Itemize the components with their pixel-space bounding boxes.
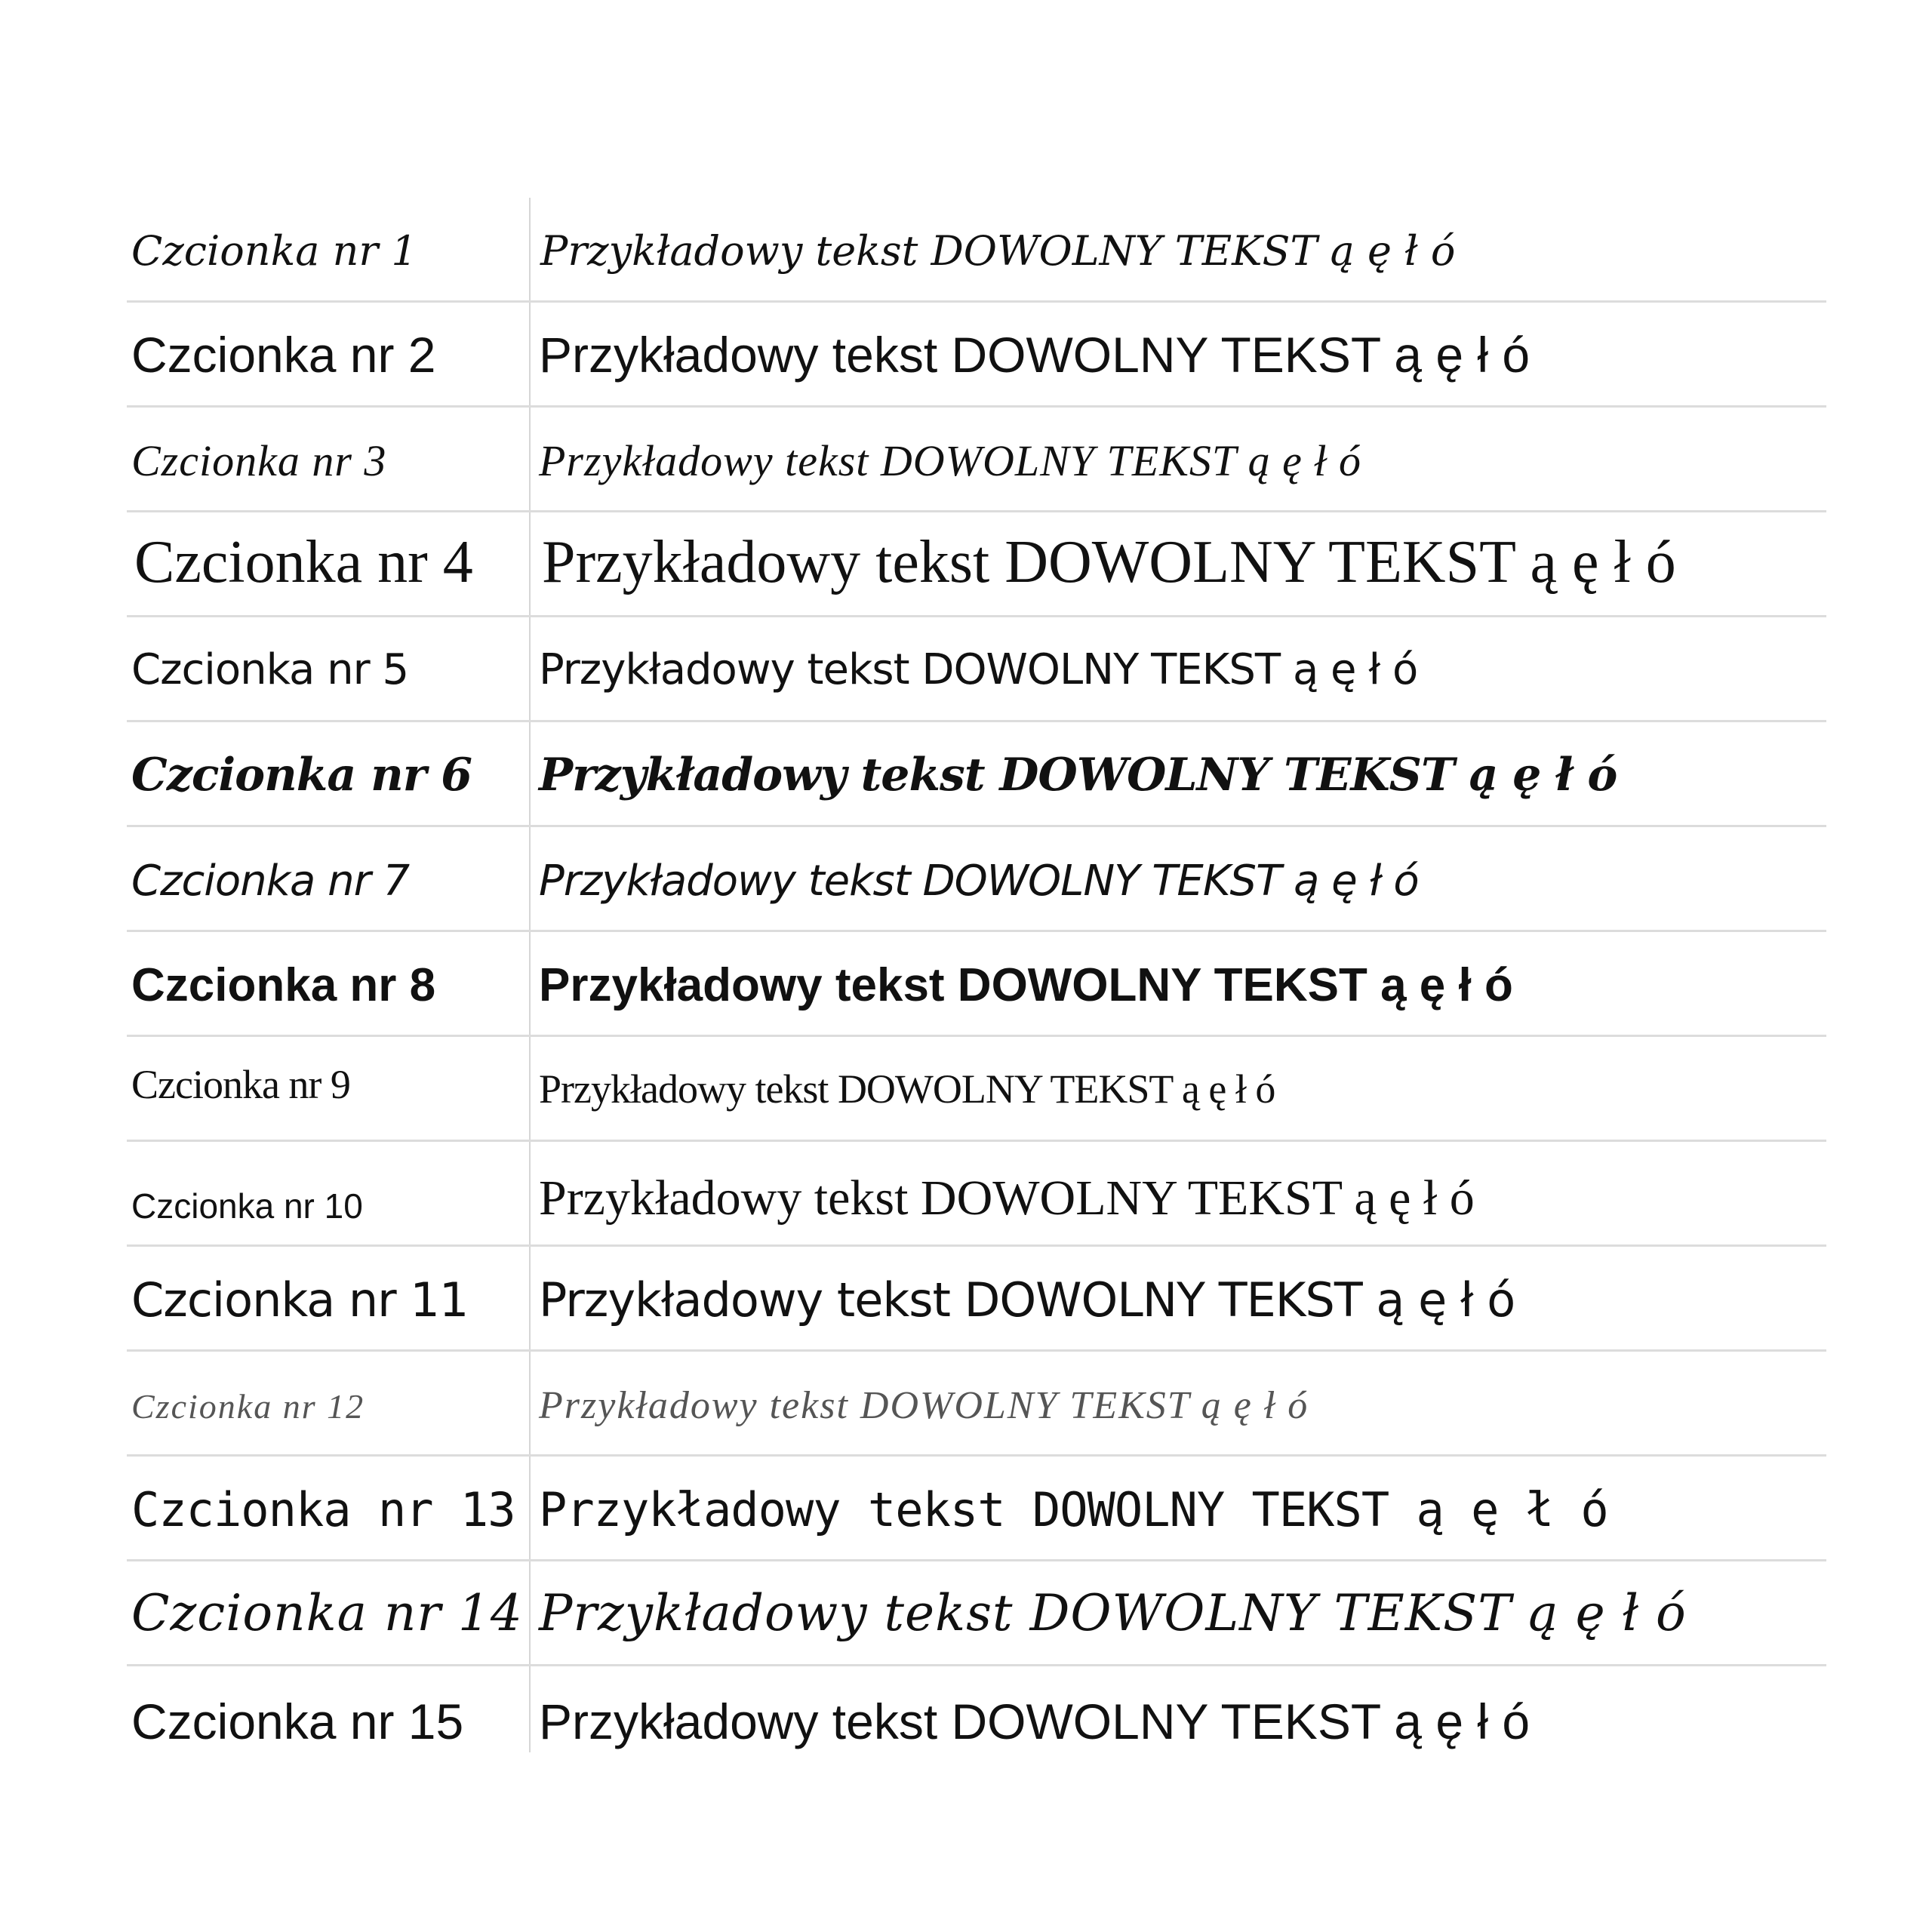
font-label: Czcionka nr 12 bbox=[131, 1387, 365, 1426]
font-row-13 bbox=[127, 1457, 1826, 1561]
font-row-14 bbox=[127, 1561, 1826, 1666]
font-row-8 bbox=[127, 932, 1826, 1037]
font-label: Czcionka nr 13 bbox=[131, 1482, 515, 1537]
font-sample: Przykładowy tekst DOWOLNY TEKST ą ę ł ó bbox=[539, 645, 1418, 694]
font-sample: Przykładowy tekst DOWOLNY TEKST ą ę ł ó bbox=[539, 1171, 1475, 1226]
font-label: Czcionka nr 4 bbox=[134, 529, 473, 595]
font-sample: Przykładowy tekst DOWOLNY TEKST ą ę ł ó bbox=[539, 857, 1419, 906]
font-label: Czcionka nr 9 bbox=[131, 1062, 350, 1107]
font-label: Czcionka nr 6 bbox=[131, 749, 472, 801]
font-row-12 bbox=[127, 1352, 1826, 1457]
font-sample: Przykładowy tekst DOWOLNY TEKST ą ę ł ó bbox=[540, 227, 1456, 275]
font-label: Czcionka nr 7 bbox=[131, 857, 410, 906]
font-label: Czcionka nr 5 bbox=[131, 645, 409, 694]
font-row-1 bbox=[127, 198, 1826, 303]
font-sample: Przykładowy tekst DOWOLNY TEKST ą ę ł ó bbox=[542, 529, 1676, 595]
font-row-11 bbox=[127, 1247, 1826, 1352]
font-label: Czcionka nr 3 bbox=[131, 436, 387, 485]
font-row-5 bbox=[127, 617, 1826, 722]
font-row-2 bbox=[127, 303, 1826, 408]
font-sample: Przykładowy tekst DOWOLNY TEKST ą ę ł ó bbox=[539, 1384, 1309, 1427]
font-sample: Przykładowy tekst DOWOLNY TEKST ą ę ł ó bbox=[539, 1584, 1687, 1642]
font-sample: Przykładowy tekst DOWOLNY TEKST ą ę ł ó bbox=[539, 436, 1361, 485]
font-row-10 bbox=[127, 1142, 1826, 1247]
font-label: Czcionka nr 1 bbox=[131, 227, 417, 275]
font-row-9 bbox=[127, 1037, 1826, 1142]
font-sample: Przykładowy tekst DOWOLNY TEKST ą ę ł ó bbox=[539, 959, 1513, 1011]
font-sample: Przykładowy tekst DOWOLNY TEKST ą ę ł ó bbox=[539, 1482, 1608, 1537]
font-row-15 bbox=[127, 1666, 1826, 1771]
font-label: Czcionka nr 14 bbox=[131, 1584, 523, 1642]
font-row-4 bbox=[127, 512, 1826, 617]
font-sample: Przykładowy tekst DOWOLNY TEKST ą ę ł ó bbox=[539, 749, 1617, 801]
font-row-6 bbox=[127, 722, 1826, 827]
font-sample: Przykładowy tekst DOWOLNY TEKST ą ę ł ó bbox=[539, 1272, 1515, 1327]
font-label: Czcionka nr 10 bbox=[131, 1186, 363, 1226]
font-label: Czcionka nr 8 bbox=[131, 959, 436, 1011]
font-row-7 bbox=[127, 827, 1826, 932]
font-sample: Przykładowy tekst DOWOLNY TEKST ą ę ł ó bbox=[539, 1066, 1275, 1112]
font-label: Czcionka nr 15 bbox=[131, 1694, 464, 1749]
font-label: Czcionka nr 11 bbox=[131, 1272, 469, 1327]
font-label: Czcionka nr 2 bbox=[131, 327, 436, 383]
font-sample: Przykładowy tekst DOWOLNY TEKST ą ę ł ó bbox=[539, 1694, 1531, 1749]
font-row-3 bbox=[127, 408, 1826, 512]
font-sample: Przykładowy tekst DOWOLNY TEKST ą ę ł ó bbox=[539, 327, 1531, 383]
